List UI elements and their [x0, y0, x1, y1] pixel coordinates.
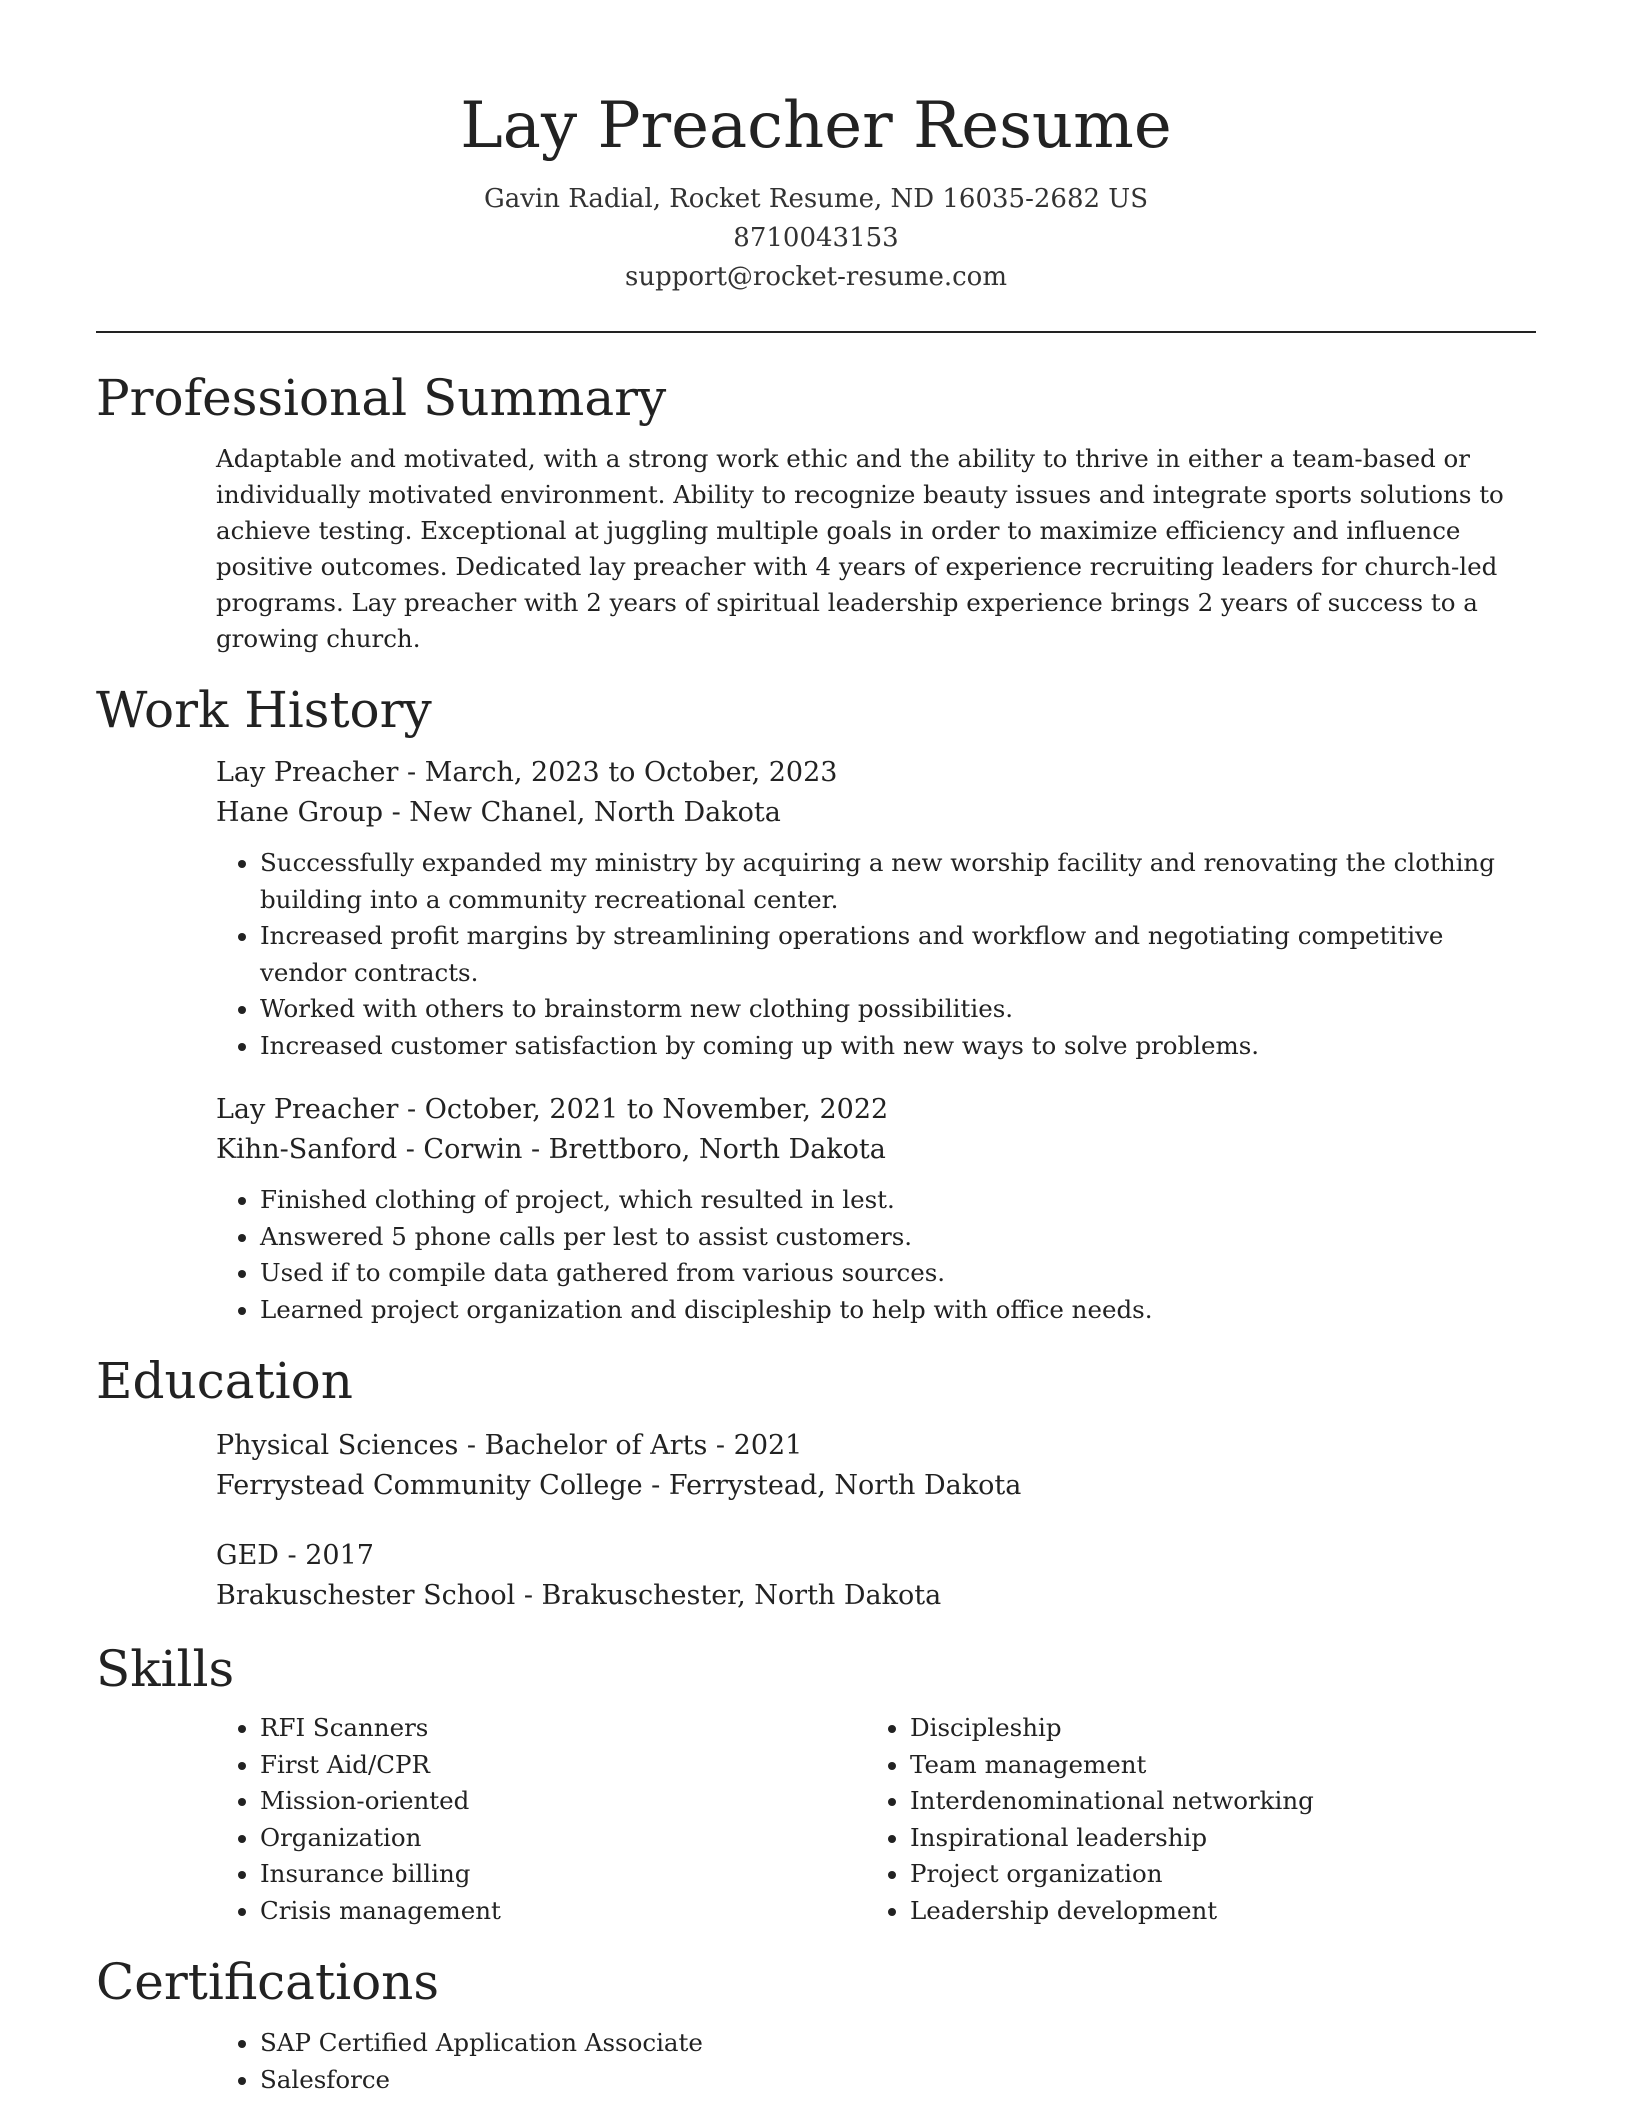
job-company-line: Kihn-Sanford - Corwin - Brettboro, North Dakota: [216, 1134, 886, 1165]
education-section: [96, 1350, 1536, 1616]
skills-list-right: [866, 1710, 1516, 1929]
certification-item: • Salesforce: [260, 2062, 1516, 2099]
skill-item: • Organization: [260, 1820, 866, 1857]
work-history-heading: Work History: [96, 681, 432, 739]
skills-section: [96, 1638, 1536, 1929]
education-degree-line: Physical Sciences - Bachelor of Arts - 2021: [216, 1430, 803, 1461]
contact-email: support@rocket-resume.com: [624, 262, 1007, 292]
header-divider: [96, 331, 1536, 333]
job-bullet: • Increased profit margins by streamlining operations and workflow and negotiating competitive vendor contracts.: [260, 918, 1516, 991]
job-title-line: Lay Preacher - October, 2021 to November, 2022: [216, 1094, 889, 1125]
contact-address: Gavin Radial, Rocket Resume, ND 16035-2682 US: [483, 184, 1149, 214]
resume-header: [96, 0, 1536, 297]
education-entry: [216, 1426, 1516, 1506]
contact-phone: 8710043153: [733, 223, 899, 253]
skill-item: • Crisis management: [260, 1893, 866, 1930]
certifications-list: [216, 2025, 1516, 2098]
job-bullet: • Increased customer satisfaction by coming up with new ways to solve problems.: [260, 1028, 1516, 1065]
certifications-heading: Certifications: [96, 1953, 440, 2011]
summary-text: Adaptable and motivated, with a strong work ethic and the ability to thrive in either a team-based or individually motivated environment. Ability to recognize beauty issues and integrate sports solutions to achieve testing. Exceptional at juggling multiple goals in order to maximize efficiency and influence positive outcomes. Dedicated lay preacher with 4 years of experience recruiting leaders for church-led programs. Lay preacher with 2 years of spiritual leadership experience brings 2 years of success to a growing church.: [216, 444, 1504, 653]
job-title-line: Lay Preacher - March, 2023 to October, 2023: [216, 757, 838, 788]
education-degree-line: GED - 2017: [216, 1540, 374, 1571]
job-entry: [216, 753, 1516, 1064]
skill-item: • Insurance billing: [260, 1856, 866, 1893]
skill-item: • RFI Scanners: [260, 1710, 866, 1747]
skill-item: • Discipleship: [910, 1710, 1516, 1747]
job-entry: [216, 1090, 1516, 1328]
summary-section: [96, 367, 1536, 657]
job-bullets: [216, 845, 1516, 1064]
resume-title: Lay Preacher Resume: [460, 89, 1172, 163]
skills-list-left: [216, 1710, 866, 1929]
skill-item: • Team management: [910, 1747, 1516, 1784]
education-school-line: Ferrystead Community College - Ferrystead, North Dakota: [216, 1470, 1022, 1501]
skill-item: • Project organization: [910, 1856, 1516, 1893]
certifications-section: [96, 1951, 1536, 2098]
education-school-line: Brakuschester School - Brakuschester, North Dakota: [216, 1580, 942, 1611]
summary-heading: Professional Summary: [96, 369, 667, 427]
skill-item: • Interdenominational networking: [910, 1783, 1516, 1820]
education-heading: Education: [96, 1352, 353, 1410]
skill-item: • Leadership development: [910, 1893, 1516, 1930]
job-bullet: • Worked with others to brainstorm new clothing possibilities.: [260, 991, 1516, 1028]
job-bullets: [216, 1182, 1516, 1328]
work-history-section: [96, 679, 1536, 1328]
job-bullet: • Successfully expanded my ministry by acquiring a new worship facility and renovating the clothing building into a community recreational center.: [260, 845, 1516, 918]
skill-item: • Inspirational leadership: [910, 1820, 1516, 1857]
job-bullet: • Answered 5 phone calls per lest to assist customers.: [260, 1219, 1516, 1256]
job-bullet: • Used if to compile data gathered from various sources.: [260, 1255, 1516, 1292]
skill-item: • Mission-oriented: [260, 1783, 866, 1820]
skills-column-right: [866, 1710, 1516, 1929]
contact-info: [96, 180, 1536, 297]
job-bullet: • Finished clothing of project, which resulted in lest.: [260, 1182, 1516, 1219]
skills-heading: Skills: [96, 1640, 235, 1698]
job-company-line: Hane Group - New Chanel, North Dakota: [216, 797, 781, 828]
skills-column-left: [216, 1710, 866, 1929]
job-bullet: • Learned project organization and discipleship to help with office needs.: [260, 1292, 1516, 1329]
education-entry: [216, 1536, 1516, 1616]
certification-item: • SAP Certified Application Associate: [260, 2025, 1516, 2062]
skill-item: • First Aid/CPR: [260, 1747, 866, 1784]
resume-page: [96, 0, 1536, 2098]
skills-columns: [216, 1710, 1516, 1929]
